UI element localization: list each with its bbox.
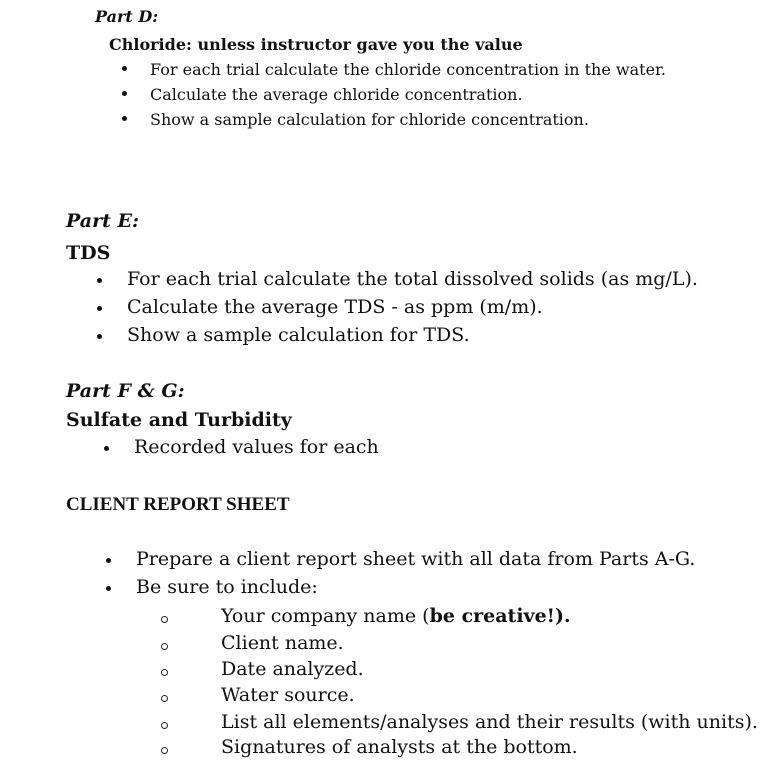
part-d-subheading: Chloride: unless instructor gave you the value [109, 35, 523, 54]
list-item: For each trial calculate the chloride concentration in the water. [150, 60, 667, 79]
list-item: Show a sample calculation for TDS. [127, 324, 470, 346]
list-item: For each trial calculate the total dissolved solids (as mg/L). [127, 268, 698, 290]
sub-list-item: Water source. [221, 684, 355, 706]
part-e-heading: Part E: [66, 210, 139, 232]
circle-bullet-icon [161, 722, 168, 729]
part-fg-subheading: Sulfate and Turbidity [66, 409, 292, 431]
bullet-icon [106, 586, 111, 591]
bullet-icon [122, 66, 127, 71]
bullet-icon [104, 446, 109, 451]
part-fg-heading: Part F & G: [66, 380, 185, 402]
list-item: Recorded values for each [134, 436, 379, 458]
sub-list-item: Date analyzed. [221, 658, 364, 680]
circle-bullet-icon [161, 616, 168, 623]
list-item: Show a sample calculation for chloride concentration. [150, 110, 589, 129]
bullet-icon [122, 91, 127, 96]
list-item: Calculate the average TDS - as ppm (m/m). [127, 296, 543, 318]
circle-bullet-icon [161, 643, 168, 650]
bullet-icon [97, 334, 102, 339]
sub-list-item: Signatures of analysts at the bottom. [221, 736, 578, 758]
circle-bullet-icon [161, 747, 168, 754]
circle-bullet-icon [161, 669, 168, 676]
list-item: Prepare a client report sheet with all data from Parts A-G. [136, 548, 696, 570]
sub-list-item: Your company name (be creative!). [221, 605, 571, 627]
part-e-subheading: TDS [66, 242, 111, 264]
list-item: Calculate the average chloride concentration. [150, 85, 523, 104]
report-heading: CLIENT REPORT SHEET [66, 494, 290, 515]
circle-bullet-icon [161, 695, 168, 702]
sub-list-item: List all elements/analyses and their results (with units). [221, 711, 758, 733]
sub-list-item: Client name. [221, 632, 344, 654]
bullet-icon [97, 306, 102, 311]
bullet-icon [97, 278, 102, 283]
part-d-heading: Part D: [95, 7, 159, 26]
bullet-icon [106, 558, 111, 563]
bullet-icon [122, 116, 127, 121]
list-item: Be sure to include: [136, 576, 318, 598]
